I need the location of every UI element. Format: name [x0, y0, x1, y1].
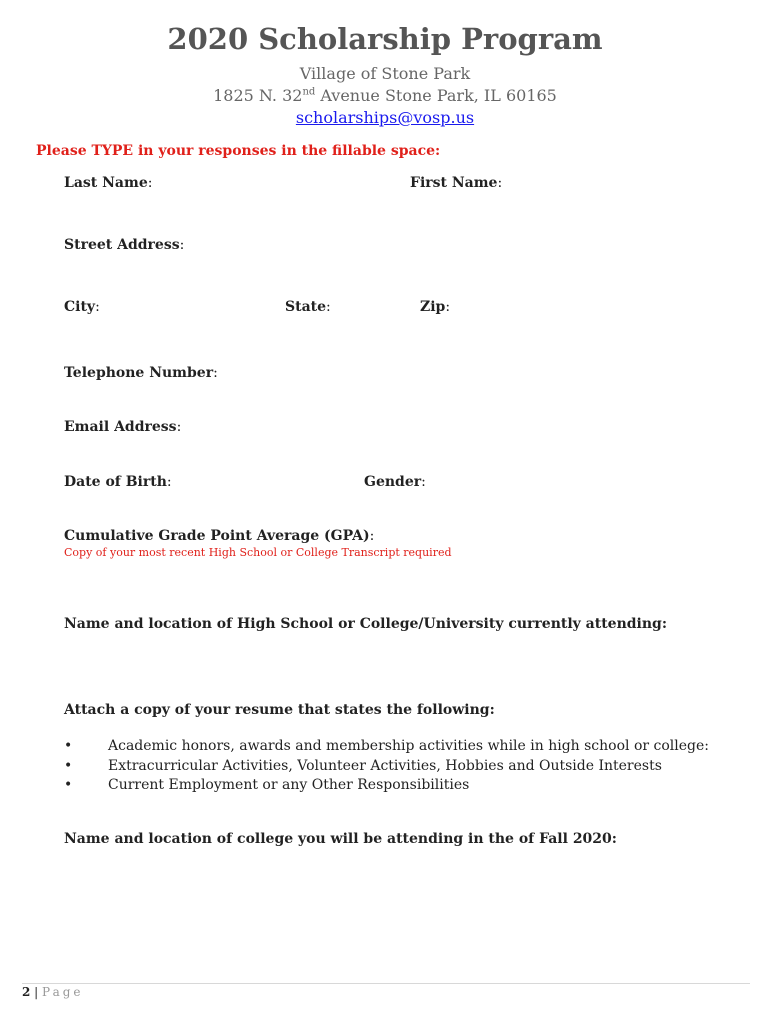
current-school-field[interactable]: [64, 640, 708, 700]
label-colon: :: [166, 474, 172, 490]
state-field[interactable]: [330, 298, 416, 316]
last-name-field[interactable]: [146, 174, 400, 192]
telephone-text: Telephone Number: [64, 365, 214, 381]
list-item-text: Academic honors, awards and membership activities while in high school or college:: [108, 738, 709, 754]
zip-field[interactable]: [452, 298, 606, 316]
first-name-text: First Name: [410, 175, 498, 191]
address-prefix: 1825 N. 32: [213, 86, 303, 105]
gender-field[interactable]: [428, 473, 632, 491]
email-address-field[interactable]: [176, 418, 620, 436]
bullet: •: [64, 738, 73, 754]
list-item: [64, 777, 709, 797]
instructions: Please TYPE in your responses in the fillable space:: [36, 143, 441, 159]
label-colon: :: [179, 237, 185, 253]
date-of-birth-text: Date of Birth: [64, 474, 167, 490]
college-field[interactable]: [64, 856, 708, 970]
gender-text: Gender: [364, 474, 422, 490]
telephone-label: [64, 365, 218, 381]
contact-email-link[interactable]: scholarships@vosp.us: [295, 108, 475, 127]
first-name-field[interactable]: [496, 174, 740, 192]
page-footer: [22, 985, 84, 999]
current-school-question: Name and location of High School or College/University currently attending:: [64, 616, 667, 632]
gpa-text: Cumulative Grade Point Average (GPA): [64, 528, 370, 544]
state-label: [285, 299, 331, 315]
last-name-label: [64, 175, 152, 191]
email-line: [0, 108, 770, 127]
street-address-label: [64, 237, 184, 253]
bullet: •: [64, 757, 73, 774]
page-number: 2: [22, 985, 31, 999]
page-word: Page: [42, 985, 84, 999]
gpa-label: [64, 528, 374, 544]
bullet: •: [64, 777, 73, 793]
last-name-text: Last Name: [64, 175, 148, 191]
address-ordinal: nd: [302, 86, 316, 98]
city-label: [64, 299, 100, 315]
resume-requirements-list: [64, 738, 709, 797]
zip-label: [420, 299, 450, 315]
label-colon: :: [147, 175, 153, 191]
list-item-text: Extracurricular Activities, Volunteer Activities, Hobbies and Outside Interests: [108, 757, 662, 774]
zip-text: Zip: [420, 299, 446, 315]
state-text: State: [285, 299, 327, 315]
label-colon: :: [369, 528, 375, 544]
email-address-label: [64, 419, 181, 435]
organization-address: [0, 86, 770, 105]
label-colon: :: [421, 474, 426, 490]
label-colon: :: [213, 365, 218, 381]
gender-label: [364, 474, 426, 490]
address-suffix: Avenue Stone Park, IL 60165: [315, 86, 557, 105]
label-colon: :: [326, 299, 331, 315]
organization-name: Village of Stone Park: [299, 64, 471, 83]
footer-separator: |: [30, 985, 43, 999]
telephone-field[interactable]: [210, 364, 614, 382]
list-item: [64, 758, 709, 778]
page-title: 2020 Scholarship Program: [167, 22, 603, 56]
gpa-field[interactable]: [362, 527, 616, 545]
label-colon: :: [445, 299, 451, 315]
date-of-birth-label: [64, 474, 172, 490]
city-field[interactable]: [102, 298, 281, 316]
date-of-birth-field[interactable]: [164, 473, 358, 491]
label-colon: :: [497, 175, 503, 191]
list-item: [64, 738, 709, 758]
label-colon: :: [95, 299, 100, 315]
city-text: City: [64, 299, 96, 315]
resume-heading: Attach a copy of your resume that states the following:: [64, 702, 495, 718]
transcript-note: Copy of your most recent High School or College Transcript required: [64, 546, 452, 559]
footer-divider: [22, 983, 750, 984]
email-address-text: Email Address: [64, 419, 177, 435]
first-name-label: [410, 175, 502, 191]
street-address-text: Street Address: [64, 237, 180, 253]
list-item-text: Current Employment or any Other Responsibilities: [108, 777, 470, 793]
college-question: Name and location of college you will be attending in the of Fall 2020:: [64, 831, 617, 847]
label-colon: :: [176, 419, 182, 435]
street-address-field[interactable]: [176, 236, 720, 254]
